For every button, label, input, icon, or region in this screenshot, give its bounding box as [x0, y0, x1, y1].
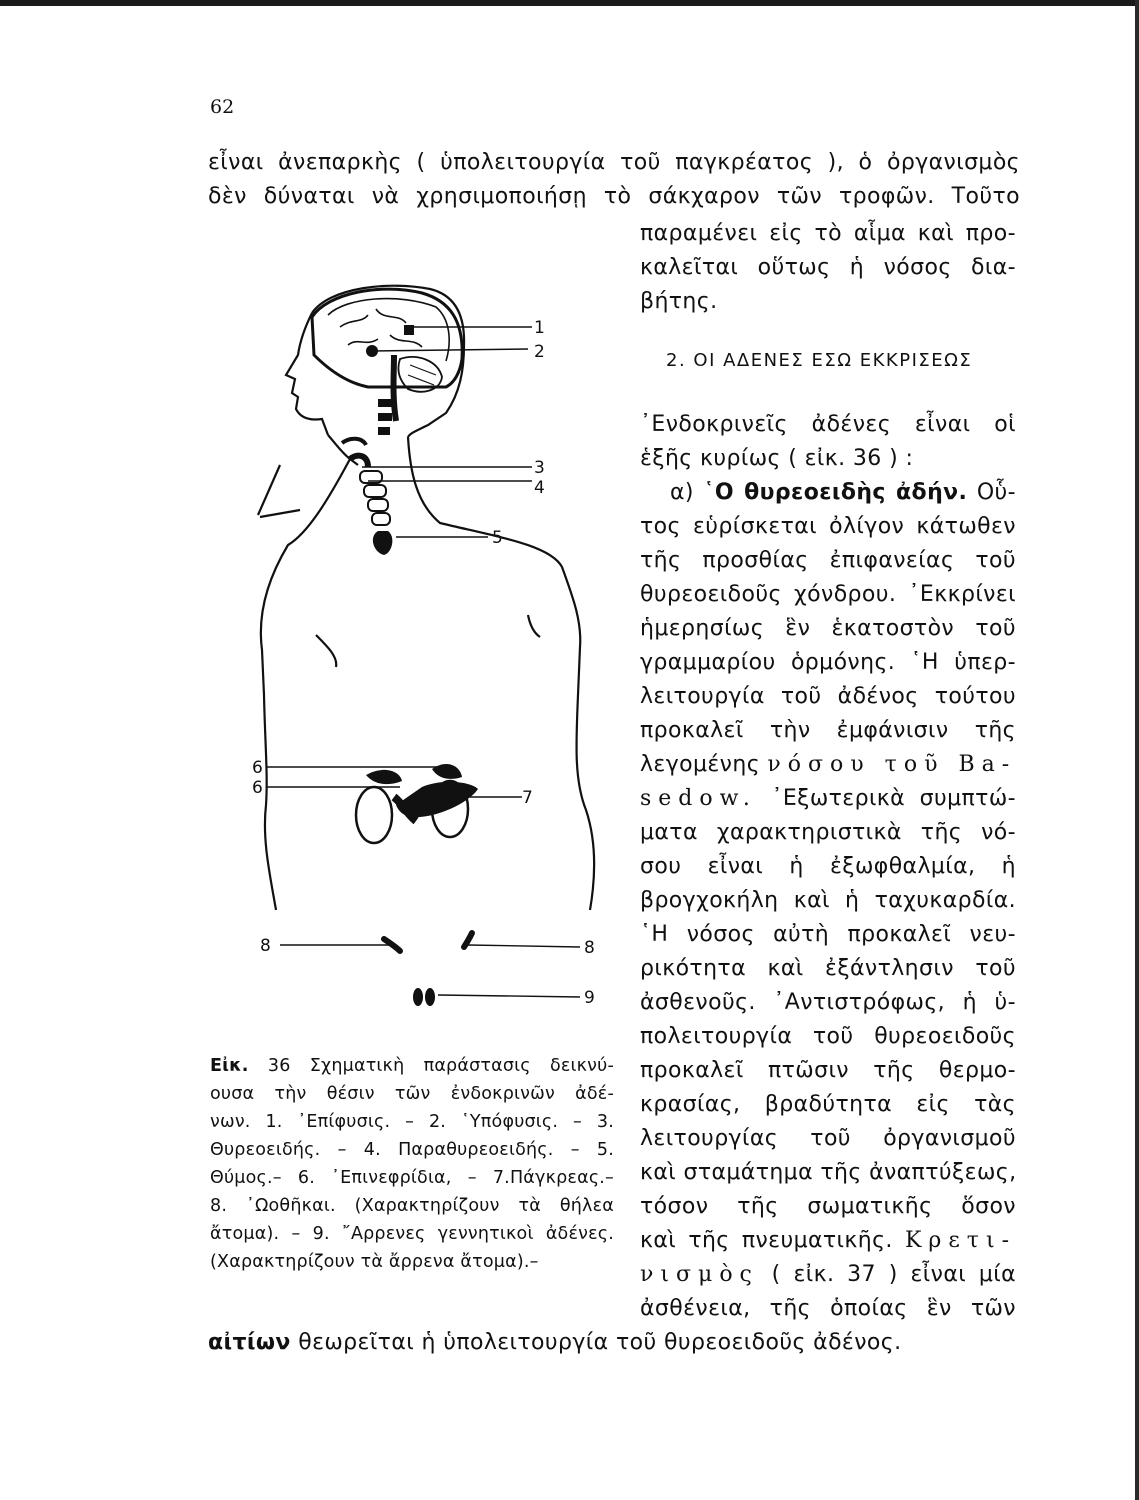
caption-line: Εἰκ. 36 Σχηματικὴ παράστασις δεικνύ- [210, 1056, 614, 1076]
term-thyroid: ῾Ο θυρεοειδὴς ἀδήν. [703, 480, 968, 505]
caption-line: ουσα τὴν θέσιν τῶν ἐνδοκρινῶν ἀδέ- [210, 1084, 614, 1104]
caption-line: (Χαρακτηρίζουν τὰ ἄρρενα ἄτομα).– [210, 1252, 539, 1272]
label-7: 7 [522, 788, 533, 808]
spaced-term: Κρετι- [905, 1228, 1016, 1253]
abdominal-glands [356, 764, 478, 1006]
body-line: αἰτίων θεωρεῖται ἡ ὑπολειτουργία τοῦ θυρεοειδοῦς ἀδένος. [208, 1330, 902, 1355]
page-number: 62 [210, 96, 235, 118]
label-8-right: 8 [584, 938, 595, 958]
label-9: 9 [584, 988, 595, 1008]
label-3: 3 [534, 458, 545, 478]
caption-line: νων. 1. ᾿Επίφυσις. – 2. ῾Υπόφυσις. – 3. [210, 1112, 614, 1132]
body-line: ἡμερησίως ἓν ἑκατοστὸν τοῦ [640, 616, 1016, 641]
label-6-bottom: 6 [252, 778, 263, 798]
body-line: α) ῾Ο θυρεοειδὴς ἀδήν. Οὗ- [670, 480, 1016, 505]
spaced-term: νόσου τοῦ Ba- [767, 752, 1017, 777]
body-line: προκαλεῖ τὴν ἐμφάνισιν τῆς [640, 718, 1016, 743]
body-line: καλεῖται οὕτως ἡ νόσος δια- [640, 255, 1016, 280]
label-4: 4 [534, 478, 545, 498]
body-line: sedow. ᾿Εξωτερικὰ συμπτώ- [640, 786, 1016, 811]
endocrine-glands-figure [250, 275, 620, 1025]
body-line: σου εἶναι ἡ ἐξωφθαλμία, ἡ [640, 854, 1016, 879]
figure-number-labels [252, 318, 595, 1008]
body-line: ἀσθένεια, τῆς ὁποίας ἓν τῶν [640, 1296, 1016, 1321]
body-line: βήτης. [640, 289, 718, 314]
body-line: ῾Η νόσος αὐτὴ προκαλεῖ νευ- [640, 922, 1016, 947]
body-line: λεγομένης νόσου τοῦ Ba- [640, 752, 1017, 777]
body-line: πολειτουργία τοῦ θυρεοειδοῦς [640, 1024, 1016, 1049]
spaced-term: νισμὸς [640, 1262, 759, 1287]
body-line: γραμμαρίου ὁρμόνης. ῾Η ὑπερ- [640, 650, 1016, 675]
body-line: τος εὑρίσκεται ὀλίγον κάτωθεν [640, 514, 1016, 539]
body-line: προκαλεῖ πτῶσιν τῆς θερμο- [640, 1058, 1016, 1083]
body-line: ἀσθενοῦς. ᾿Αντιστρόφως, ἡ ὑ- [640, 990, 1016, 1015]
thyroid-and-thymus [342, 439, 392, 555]
caption-line: Θυρεοειδής. – 4. Παραθυρεοειδής. – 5. [210, 1140, 614, 1160]
body-line: καὶ τῆς πνευματικῆς. Κρετι- [640, 1228, 1016, 1253]
label-8-left: 8 [260, 936, 271, 956]
body-line: θυρεοειδοῦς χόνδρου. ᾿Εκκρίνει [640, 582, 1016, 607]
body-line: καὶ σταμάτημα τῆς ἀναπτύξεως, [640, 1160, 1017, 1185]
caption-line: ἄτομα). – 9. ῎Αρρενες γεννητικοὶ ἀδένες. [210, 1224, 614, 1244]
caption-label: Εἰκ. [210, 1056, 249, 1076]
brain-illustration [312, 289, 462, 435]
caption-line: 8. ᾿Ωοθῆκαι. (Χαρακτηρίζουν τὰ θήλεα [210, 1196, 614, 1216]
body-line: ματα χαρακτηριστικὰ τῆς νό- [640, 820, 1016, 845]
body-line: τόσον τῆς σωματικῆς ὅσον [640, 1194, 1016, 1219]
body-outline [258, 286, 594, 910]
body-line: παραμένει εἰς τὸ αἷμα καὶ προ- [640, 221, 1016, 246]
body-line: ρικότητα καὶ ἐξάντλησιν τοῦ [640, 956, 1016, 981]
body-line: κρασίας, βραδύτητα εἰς τὰς [640, 1092, 1016, 1117]
body-line: νισμὸς ( εἰκ. 37 ) εἶναι μία [640, 1262, 1016, 1287]
body-line: ἑξῆς κυρίως ( εἰκ. 36 ) : [640, 446, 914, 471]
spaced-term: sedow. [640, 786, 757, 811]
body-line: ᾿Ενδοκρινεῖς ἀδένες εἶναι οἱ [640, 412, 1016, 437]
body-line: εἶναι ἀνεπαρκὴς ( ὑπολειτουργία τοῦ παγκρέατος ), ὁ ὀργανισμὸς [208, 150, 1020, 175]
body-line: δὲν δύναται νὰ χρησιμοποιήσῃ τὸ σάκχαρον τῶν τροφῶν. Τοῦτο [208, 184, 1020, 209]
body-line: λειτουργία τοῦ ἀδένος τούτου [640, 684, 1016, 709]
label-2: 2 [534, 342, 545, 362]
body-line: τῆς προσθίας ἐπιφανείας τοῦ [640, 548, 1016, 573]
body-line: λειτουργίας τοῦ ὀργανισμοῦ [640, 1126, 1016, 1151]
section-heading: 2. ΟΙ ΑΔΕΝΕΣ ΕΣΩ ΕΚΚΡΙΣΕΩΣ [666, 350, 973, 371]
caption-line: Θύμος.– 6. ᾿Επινεφρίδια, – 7.Πάγκρεας.– [210, 1168, 614, 1188]
label-1: 1 [534, 318, 545, 338]
label-5: 5 [492, 528, 503, 548]
scan-top-edge [0, 0, 1139, 6]
scan-right-edge [1135, 0, 1139, 1500]
label-6-top: 6 [252, 758, 263, 778]
body-line: βρογχοκήλη καὶ ἡ ταχυκαρδία. [640, 888, 1016, 913]
